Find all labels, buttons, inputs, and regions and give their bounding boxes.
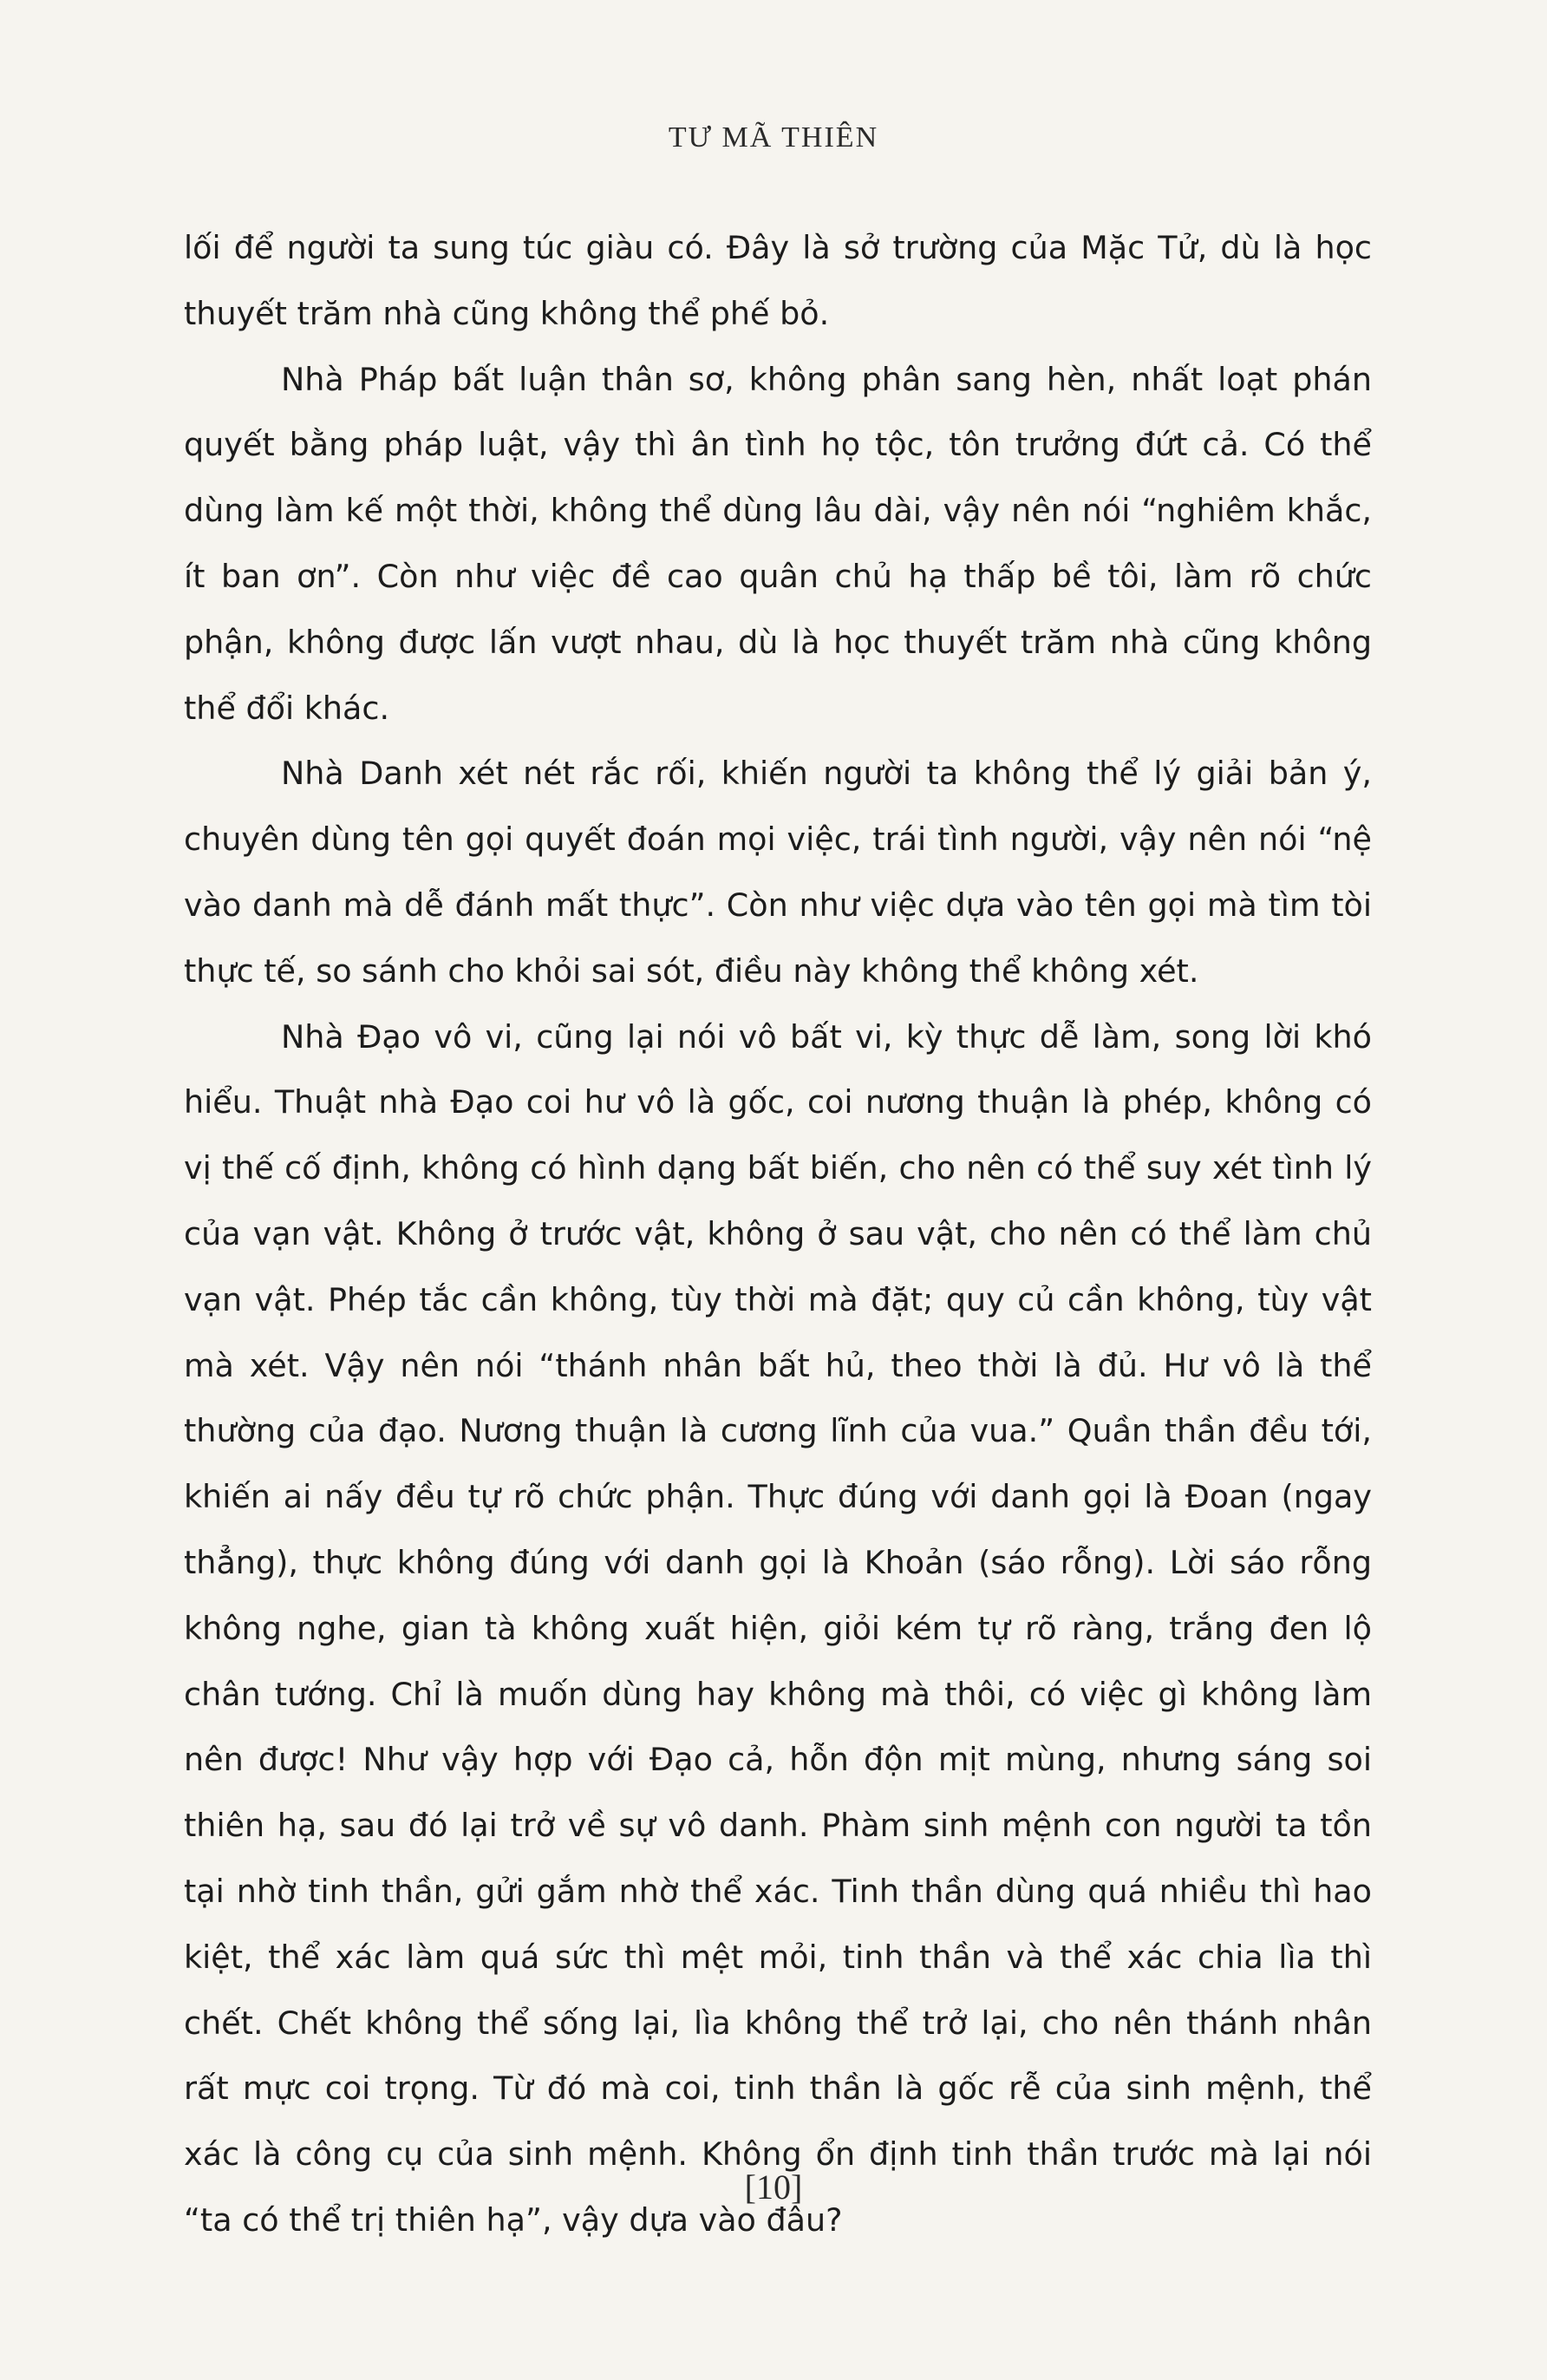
paragraph-daoism: Nhà Đạo vô vi, cũng lại nói vô bất vi, kỳ thực dễ làm, song lời khó hiểu. Thuật nhà Đạo coi hư vô là gốc, coi nương thuận là phép, không có vị thế cố định, không có hình dạng bất biến, cho nên có thể suy xét tình lý của vạn vật. Không ở trước vật, không ở sau vật, cho nên có thể làm chủ vạn vật. Phép tắc cần không, tùy thời mà đặt; quy củ cần không, tùy vật mà xét. Vậy nên nói “thánh nhân bất hủ, theo thời là đủ. Hư vô là thể thường của đạo. Nương thuận là cương lĩnh của vua.” Quần thần đều tới, khiến ai nấy đều tự rõ chức phận. Thực đúng với danh gọi là Đoan (ngay thẳng), thực không đúng với danh gọi là Khoản (sáo rỗng). Lời sáo rỗng không nghe, gian tà không xuất hiện, giỏi kém tự rõ ràng, trắng đen lộ chân tướng. Chỉ là muốn dùng hay không mà thôi, có việc gì không làm nên được! Như vậy hợp với Đạo cả, hỗn độn mịt mùng, nhưng sáng soi thiên hạ, sau đó lại trở về sự vô danh. Phàm sinh mệnh con người ta tồn tại nhờ tinh thần, gửi gắm nhờ thể xác. Tinh thần dùng quá nhiều thì hao kiệt, thể xác làm quá sức thì mệt mỏi, tinh thần và thể xác chia lìa thì chết. Chết không thể sống lại, lìa không thể trở lại, cho nên thánh nhân rất mực coi trọng. Từ đó mà coi, tinh thần là gốc rễ của sinh mệnh, thể xác là công cụ của sinh mệnh. Không ổn định tinh thần trước mà lại nói “ta có thể trị thiên hạ”, vậy dựa vào đâu? bbox=[184, 1017, 1372, 2239]
paragraph-legalism: Nhà Pháp bất luận thân sơ, không phân sang hèn, nhất loạt phán quyết bằng pháp luật, vậy thì ân tình họ tộc, tôn trưởng đứt cả. Có thể dùng làm kế một thời, không thể dùng lâu dài, vậy nên nói “nghiêm khắc, ít ban ơn”. Còn như việc đề cao quân chủ hạ thấp bề tôi, làm rõ chức phận, không được lấn vượt nhau, dù là học thuyết trăm nhà cũng không thể đổi khác. bbox=[184, 360, 1372, 727]
running-header: TƯ MÃ THIÊN bbox=[668, 121, 879, 154]
page-number: [10] bbox=[744, 2168, 803, 2207]
paragraph-continued: lối để người ta sung túc giàu có. Đây là sở trường của Mặc Tử, dù là học thuyết trăm nhà cũng không thể phế bỏ. bbox=[184, 229, 1372, 332]
paragraph-school-of-names: Nhà Danh xét nét rắc rối, khiến người ta không thể lý giải bản ý, chuyên dùng tên gọi quyết đoán mọi việc, trái tình người, vậy nên nói “nệ vào danh mà dễ đánh mất thực”. Còn như việc dựa vào tên gọi mà tìm tòi thực tế, so sánh cho khỏi sai sót, điều này không thể không xét. bbox=[184, 755, 1372, 990]
body-text bbox=[184, 215, 1372, 2253]
